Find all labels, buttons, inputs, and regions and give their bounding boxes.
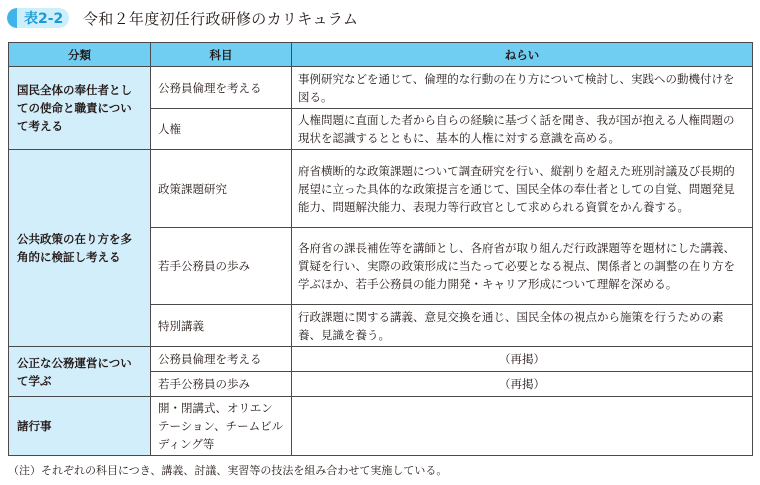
curriculum-table xyxy=(8,42,753,456)
table-row xyxy=(9,150,753,228)
subject-cell: 特別講義 xyxy=(151,305,292,347)
aim-cell xyxy=(292,397,753,456)
aim-cell: 事例研究などを通じて、倫理的な行動の在り方について検討し、実践への動機付けを図る。 xyxy=(292,67,753,109)
subject-cell: 若手公務員の歩み xyxy=(151,228,292,305)
aim-cell: 人権問題に直面した者から自らの経験に基づく話を聞き、我が国が抱える人権問題の現状を認識するとともに、基本的人権に対する意識を高める。 xyxy=(292,109,753,150)
subject-cell: 人権 xyxy=(151,109,292,150)
aim-cell: 行政課題に関する講義、意見交換を通じ、国民全体の視点から施策を行うための素養、見識を養う。 xyxy=(292,305,753,347)
table-number-label: 表2-2 xyxy=(24,11,64,27)
subject-cell: 公務員倫理を考える xyxy=(151,67,292,109)
aim-cell: 府省横断的な政策課題について調査研究を行い、縦割りを超えた班別討議及び長期的展望に立った具体的な政策提言を通じて、国民全体の奉仕者としての自覚、問題発見能力、問題解決能力、表現力等行政官として求められる資質をかん養する。 xyxy=(292,150,753,228)
column-header-subject: 科目 xyxy=(151,43,292,67)
aim-cell: 各府省の課長補佐等を講師とし、各府省が取り組んだ行政課題等を題材にした講義、質疑を行い、実際の政策形成に当たって必要となる視点、関係者との調整の在り方を学ぶほか、若手公務員の能力開発・キャリア形成について理解を深める。 xyxy=(292,228,753,305)
category-cell: 公共政策の在り方を多角的に検証し考える xyxy=(9,150,151,347)
subject-cell: 若手公務員の歩み xyxy=(151,372,292,397)
category-cell: 諸行事 xyxy=(9,397,151,456)
table-caption xyxy=(7,7,358,29)
category-cell: 国民全体の奉仕者としての使命と職責について考える xyxy=(9,67,151,150)
category-cell: 公正な公務運営について学ぶ xyxy=(9,347,151,397)
badge-cap-decoration xyxy=(7,8,17,28)
aim-cell: （再掲） xyxy=(292,372,753,397)
table-row xyxy=(9,397,753,456)
table-row xyxy=(9,347,753,372)
table-number-badge xyxy=(7,8,69,28)
subject-cell: 公務員倫理を考える xyxy=(151,347,292,372)
column-header-aim: ねらい xyxy=(292,43,753,67)
column-header-category: 分類 xyxy=(9,43,151,67)
subject-cell: 開・閉講式、オリエンテーション、チームビルディング等 xyxy=(151,397,292,456)
table-row xyxy=(9,67,753,109)
footnote: （注）それぞれの科目につき、講義、討議、実習等の技法を組み合わせて実施している。 xyxy=(8,464,448,477)
aim-cell: （再掲） xyxy=(292,347,753,372)
table-title: 令和２年度初任行政研修のカリキュラム xyxy=(83,9,359,28)
table-header-row xyxy=(9,43,753,67)
subject-cell: 政策課題研究 xyxy=(151,150,292,228)
